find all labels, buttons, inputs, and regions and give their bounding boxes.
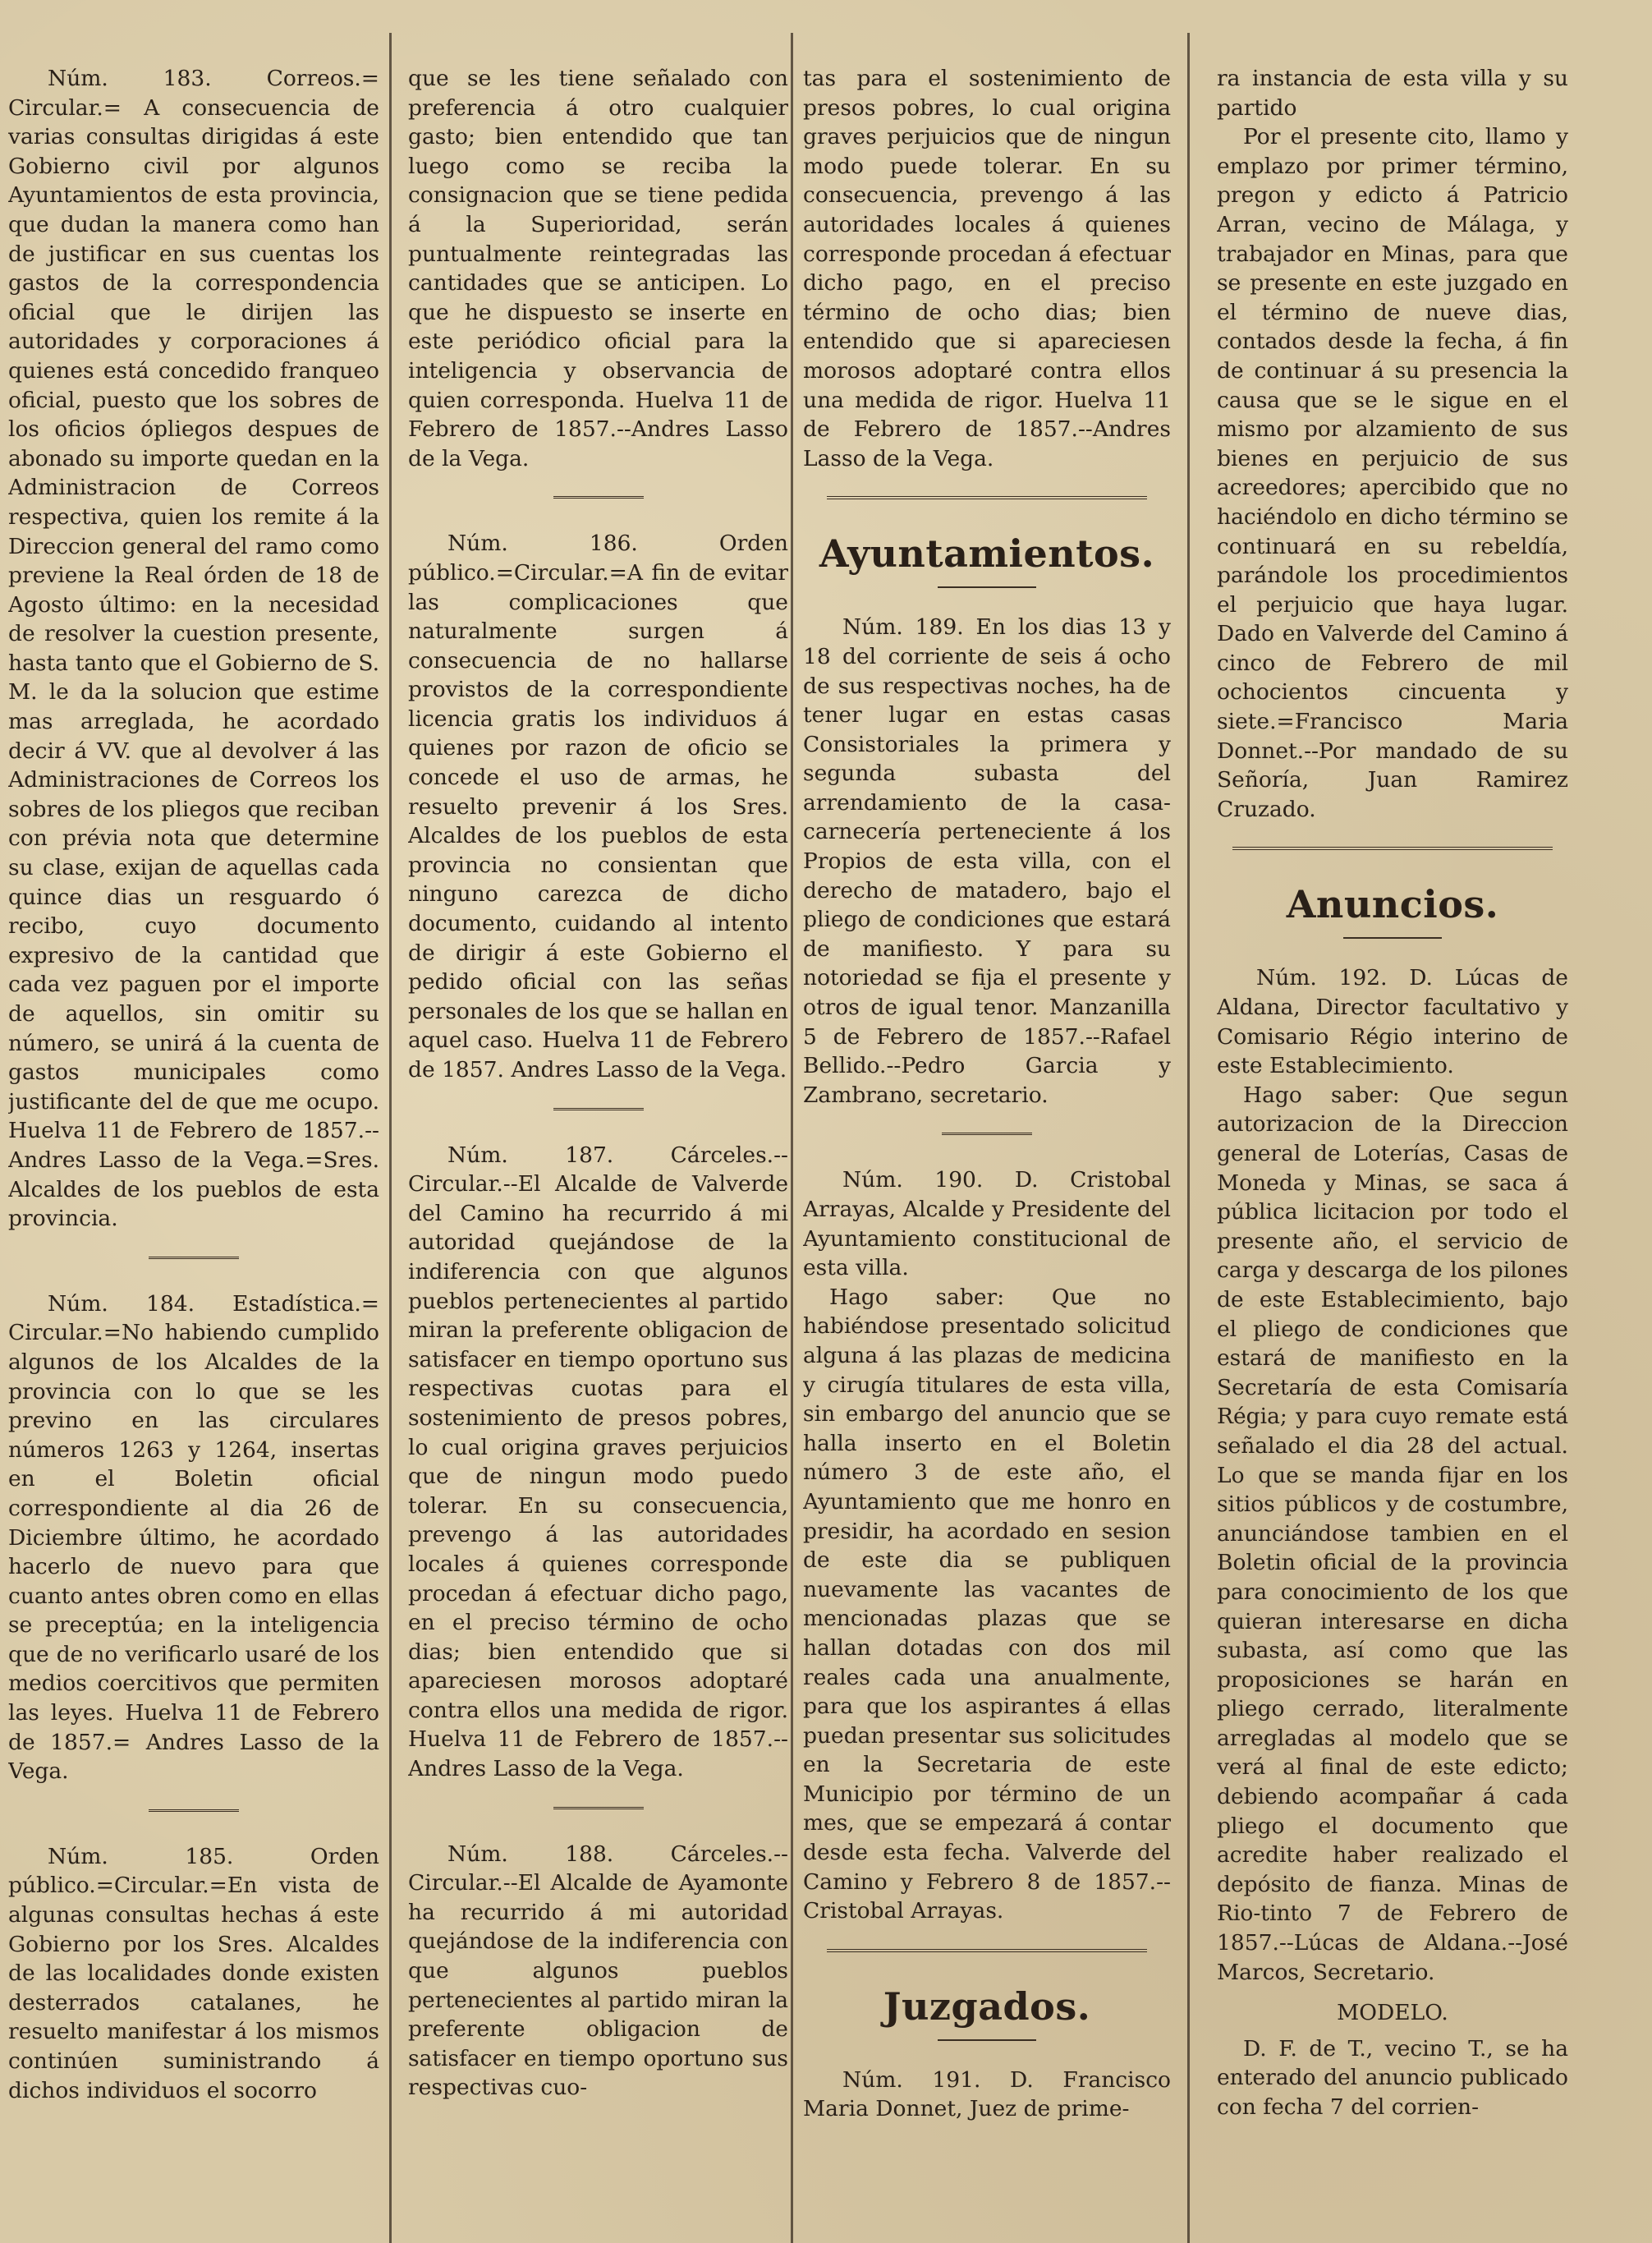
column-3 <box>803 64 1171 2232</box>
modelo-body: D. F. de T., vecino T., se ha enterado del anuncio publicado con fecha 7 del corrien- <box>1217 2035 1568 2120</box>
separator <box>408 1799 788 1820</box>
heading-rule <box>803 2036 1171 2048</box>
article-184: Núm. 184. Estadística.= Circular.=No habiendo cumplido algunos de los Alcaldes de la provincia con lo que se les previno en las circulares números 1263 y 1264, insertas en el Boletin oficial correspondiente al dia 26 de Diciembre último, he acordado hacerlo de nuevo para que cuanto antes obren como en ellas se preceptúa; en la inteligencia que de no verificarlo usaré de los medios coercitivos que permiten las leyes. Huelva 11 de Febrero de 1857.= Andres Lasso de la Vega. <box>8 1290 379 1785</box>
section-separator <box>1217 839 1568 860</box>
article-185-continued: que se les tiene señalado con preferencia á otro cualquier gasto; bien entendido que tan luego como se reciba la consignacion que se tiene pedida á la Superioridad, serán puntualmente reintegradas las cantidades que se anticipen. Lo que he dispuesto se inserte en este periódico oficial para la inteligencia y observancia de quien corresponda. Huelva 11 de Febrero de 1857.--Andres Lasso de la Vega. <box>408 66 788 471</box>
section-heading-anuncios: Anuncios. <box>1286 882 1499 927</box>
modelo-title: MODELO. <box>1337 2000 1448 2026</box>
column-rule <box>1187 33 1190 2243</box>
modelo <box>1217 1998 1568 2121</box>
heading-rule <box>803 583 1171 595</box>
article-189: Núm. 189. En los dias 13 y 18 del corriente de seis á ocho de sus respectivas noches, ha de tener lugar en estas casas Consistoriales la primera y segunda subasta del arrendamiento de la casa-carnecería perteneciente á los Propios de esta villa, con el derecho de matadero, bajo el pliego de condiciones que estará de manifiesto. Y para su notoriedad se fija el presente y otros de igual tenor. Manzanilla 5 de Febrero de 1857.--Rafael Bellido.--Pedro Garcia y Zambrano, secretario. <box>803 614 1171 1108</box>
article-192: Núm. 192. D. Lúcas de Aldana, Director facultativo y Comisario Régio interino de este Establecimiento. Hago saber: Que segun autorizacion de la Direccion general de Loterías, Casas de Moneda y Minas, se saca á pública licitacion por todo el presente año, el servicio de carga y descarga de los pilones de este Establecimiento, bajo el pliego de condiciones que estará de manifiesto en la Secretaría de esta Comisaría Régia; y para cuyo remate está señalado el dia 28 del actual. Lo que se manda fijar en los sitios públicos y de costumbre, anunciándose tambien en el Boletin oficial de la provincia para conocimiento de los que quieran interesarse en dicha subasta, así como que las proposiciones se harán en pliego cerrado, literalmente arregladas al modelo que se verá al final de este edicto; debiendo acompañar á cada pliego el documento que acredite haber realizado el depósito de fianza. Minas de Rio-tinto 7 de Febrero de 1857.--Lúcas de Aldana.--José Marcos, Secretario. <box>1217 965 1568 1985</box>
section-separator <box>803 1941 1171 1962</box>
article-191: Núm. 191. D. Francisco Maria Donnet, Juez de prime- <box>803 2066 1171 2122</box>
column-1 <box>8 64 379 2232</box>
separator <box>8 1801 379 1822</box>
separator <box>8 1248 379 1270</box>
separator <box>803 1124 1171 1146</box>
article-191-continued: ra instancia de esta villa y su partido Por el presente cito, llamo y emplazo por primer término, pregon y edicto á Patricio Arran, vecino de Málaga, y trabajador en Minas, para que se presente en este juzgado en el término de nueve dias, contados desde la fecha, á fin de continuar á su presencia la causa que se le sigue en el mismo por alzamiento de sus bienes en perjuicio de sus acreedores; apercibido que no haciéndolo en dicho término se continuará en su rebeldía, parándole los procedimientos el perjuicio que haya lugar. Dado en Valverde del Camino á cinco de Febrero de mil ochocientos cincuenta y siete.=Francisco Maria Donnet.--Por mandado de su Señoría, Juan Ramirez Cruzado. <box>1217 66 1568 822</box>
column-2 <box>408 64 788 2232</box>
article-185: Núm. 185. Orden público.=Circular.=En vista de algunas consultas hechas á este Gobierno por los Sres. Alcaldes de las localidades donde existen desterrados catalanes, he resuelto manifestar á los mismos continúen suministrando á dichos individuos el socorro <box>8 1843 379 2103</box>
section-heading-juzgados: Juzgados. <box>883 1983 1091 2029</box>
separator <box>408 488 788 509</box>
separator <box>408 1100 788 1121</box>
article-190: Núm. 190. D. Cristobal Arrayas, Alcalde y Presidente del Ayuntamiento constitucional de esta villa. Hago saber: Que no habiéndose presentado solicitud alguna á las plazas de medicina y cirugía titulares de esta villa, sin embargo del anuncio que se halla inserto en el Boletin número 3 de este año, el Ayuntamiento que me honro en presidir, ha acordado en sesion de este dia se publiquen nuevamente las vacantes de mencionadas plazas que se hallan dotadas con dos mil reales cada una anualmente, para que los aspirantes á ellas puedan presentar sus solicitudes en la Secretaria de este Municipio por término de un mes, que se empezará á contar desde esta fecha. Valverde del Camino y Febrero 8 de 1857.--Cristobal Arrayas. <box>803 1167 1171 1924</box>
article-187: Núm. 187. Cárceles.--Circular.--El Alcalde de Valverde del Camino ha recurrido á mi autoridad quejándose de la indiferencia con que algunos pueblos pertenecientes al partido miran la preferente obligacion de satisfacer en tiempo oportuno sus respectivas cuotas para el sostenimiento de presos pobres, lo cual origina graves perjuicios que de ningun modo puedo tolerar. En su consecuencia, prevengo á las autoridades locales á quienes corresponde procedan á efectuar dicho pago, en el preciso término de ocho dias; bien entendido que si apareciesen morosos adoptaré contra ellos una medida de rigor. Huelva 11 de Febrero de 1857.--Andres Lasso de la Vega. <box>408 1142 788 1782</box>
article-188-continued: tas para el sostenimiento de presos pobres, lo cual origina graves perjuicios que de ningun modo puede tolerar. En su consecuencia, prevengo á las autoridades locales á quienes corresponde procedan á efectuar dicho pago, en el preciso término de ocho dias; bien entendido que si apareciesen morosos adoptaré contra ellos una medida de rigor. Huelva 11 de Febrero de 1857.--Andres Lasso de la Vega. <box>803 66 1171 471</box>
article-183: Núm. 183. Correos.= Circular.= A consecuencia de varias consultas dirigidas á este Gobierno civil por algunos Ayuntamientos de esta provincia, que dudan la manera como han de justificar en sus cuentas los gastos de la correspondencia oficial que le dirijen las autoridades y corporaciones á quienes está concedido franqueo oficial, puesto que los sobres de los oficios ópliegos despues de abonado su importe quedan en la Administracion de Correos respectiva, quien los remite á la Direccion general del ramo como previene la Real órden de 18 de Agosto último: en la necesidad de resolver la cuestion presente, hasta tanto que el Gobierno de S. M. le da la solucion que estime mas arreglada, he acordado decir á VV. que al devolver á las Administraciones de Correos los sobres de los pliegos que reciban con prévia nota que determine su clase, exijan de aquellas cada quince dias un resguardo ó recibo, cuyo documento expresivo de la cantidad que cada vez paguen por el importe de aquellos, sin omitir su número, se unirá á la cuenta de gastos municipales como justificante del de que me ocupo. Huelva 11 de Febrero de 1857.--Andres Lasso de la Vega.=Sres. Alcaldes de los pueblos de esta provincia. <box>8 66 379 1232</box>
heading-rule <box>1217 934 1568 945</box>
column-rule <box>389 33 392 2243</box>
article-186: Núm. 186. Orden público.=Circular.=A fin de evitar las complicaciones que naturalmente surgen á consecuencia de no hallarse provistos de la correspondiente licencia gratis los individuos á quienes por razon de oficio se concede el uso de armas, he resuelto prevenir á los Sres. Alcaldes de los pueblos de esta provincia no consientan que ninguno carezca de dicho documento, cuidando al intento de dirigir á este Gobierno el pedido oficial con las señas personales de los que se hallan en aquel caso. Huelva 11 de Febrero de 1857. Andres Lasso de la Vega. <box>408 531 788 1082</box>
article-188: Núm. 188. Cárceles.--Circular.--El Alcalde de Ayamonte ha recurrido á mi autoridad quejándose de la indiferencia con que algunos pueblos pertenecientes al partido miran la preferente obligacion de satisfacer en tiempo oportuno sus respectivas cuo- <box>408 1841 788 2101</box>
column-rule <box>791 33 793 2243</box>
column-4 <box>1217 64 1568 2232</box>
section-separator <box>803 488 1171 509</box>
section-heading-ayuntamientos: Ayuntamientos. <box>819 531 1155 577</box>
